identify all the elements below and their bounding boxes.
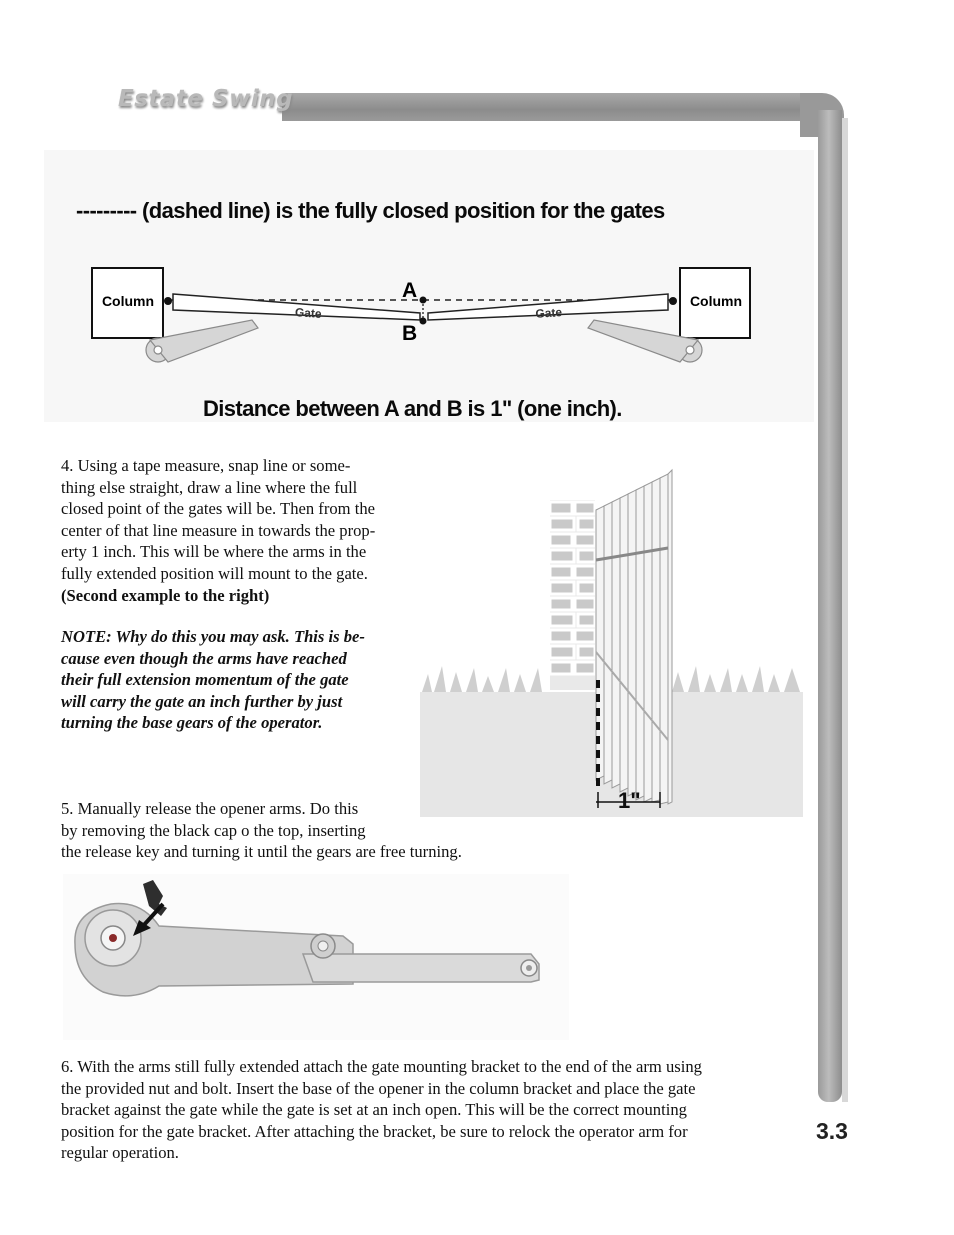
operator-arm-illustration — [63, 874, 569, 1040]
fence-illustration — [420, 440, 803, 817]
brand-title: Estate Swing — [118, 86, 294, 112]
step-5-line: 5. Manually release the opener arms. Do this — [61, 799, 359, 818]
note-line: turning the base gears of the operator. — [61, 713, 323, 733]
note-line: NOTE: Why do this you may ask. This is be- — [61, 627, 365, 646]
step-5-text — [61, 798, 531, 863]
step-5-line: by removing the black cap o the top, inserting — [61, 820, 366, 840]
note-line: cause even though the arms have reached — [61, 648, 347, 668]
step-6-line: bracket against the gate while the gate is set at an inch open. This will be the correct mounting — [61, 1100, 687, 1120]
note-line: will carry the gate an inch further by just — [61, 691, 343, 711]
right-hinge — [669, 297, 677, 305]
momentum-note — [61, 626, 421, 734]
brick-column — [550, 500, 595, 690]
step-4-line: center of that line measure in towards the prop- — [61, 520, 376, 540]
gate-slats — [596, 470, 672, 804]
step-6-line: the provided nut and bolt. Insert the base of the opener in the column bracket and place the gate — [61, 1078, 696, 1098]
step-4-text — [61, 455, 421, 606]
step-4-line: thing else straight, draw a line where the full — [61, 477, 358, 497]
arm-end-pin — [526, 965, 532, 971]
closed-position-note: --------- (dashed line) is the fully closed position for the gates — [76, 198, 665, 223]
right-gate-label: Gate — [534, 305, 563, 321]
distance-note: Distance between A and B is 1" (one inch). — [203, 396, 622, 421]
step-4-line: fully extended position will mount to the gate. — [61, 563, 368, 583]
step-6-line: 6. With the arms still fully extended attach the gate mounting bracket to the end of the arm using — [61, 1057, 702, 1076]
left-gate-label: Gate — [294, 305, 323, 321]
step-5-line: the release key and turning it until the gears are free turning. — [61, 842, 462, 862]
extension-arm — [303, 954, 539, 982]
page-number: 3.3 — [816, 1118, 848, 1144]
step-4-line: 4. Using a tape measure, snap line or some- — [61, 456, 351, 475]
grass-left — [422, 666, 542, 692]
one-inch-label: 1" — [618, 788, 641, 813]
elbow-pivot-center — [318, 941, 328, 951]
step-6-line: regular operation. — [61, 1143, 179, 1163]
note-line: their full extension momentum of the gate — [61, 670, 349, 690]
release-key-center — [109, 934, 117, 942]
step-4-line: erty 1 inch. This will be where the arms in the — [61, 542, 367, 562]
step-4-line: closed point of the gates will be. Then from the — [61, 499, 375, 519]
right-column-label: Column — [689, 293, 743, 309]
point-a-label: A — [402, 279, 418, 302]
grass-right — [672, 666, 800, 692]
left-hinge — [164, 297, 172, 305]
gate-closing-diagram — [0, 0, 954, 440]
step-4-example-note: (Second example to the right) — [61, 585, 270, 605]
left-column-label: Column — [101, 293, 155, 309]
step-6-text — [61, 1056, 801, 1164]
step-6-line: position for the gate bracket. After attaching the bracket, be sure to relock the operator arm for — [61, 1121, 688, 1141]
point-b-label: B — [402, 322, 418, 345]
